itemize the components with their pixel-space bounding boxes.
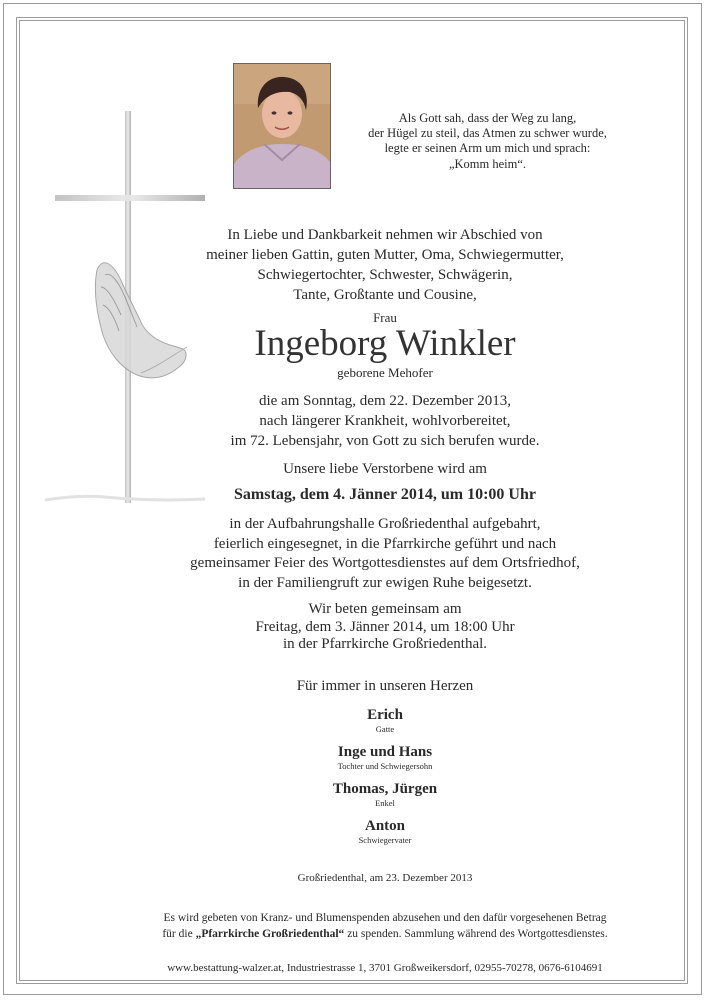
mourner-name: Anton bbox=[364, 818, 405, 834]
intro-line: meiner lieben Gattin, guten Mutter, Oma, Schwiegermutter, bbox=[206, 247, 564, 263]
mourner bbox=[140, 707, 630, 735]
intro-line: In Liebe und Dankbarkeit nehmen wir Abschied von bbox=[227, 227, 543, 243]
mourner-role: Enkel bbox=[375, 798, 395, 808]
notice-line-2 bbox=[100, 927, 670, 943]
place-and-date: Großriedenthal, am 23. Dezember 2013 bbox=[297, 872, 473, 884]
death-line: im 72. Lebensjahr, von Gott zu sich berufen wurde. bbox=[230, 433, 540, 449]
mourner bbox=[140, 818, 630, 846]
mourner bbox=[140, 781, 630, 809]
poem bbox=[330, 111, 645, 172]
mourner-name: Erich bbox=[367, 707, 403, 723]
death-details bbox=[140, 391, 630, 451]
portrait-photo bbox=[233, 63, 331, 189]
prayer-line: in der Pfarrkirche Großriedenthal. bbox=[282, 636, 488, 652]
funeral-date: Samstag, dem 4. Jänner 2014, um 10:00 Uhr bbox=[234, 486, 536, 503]
funeral-line: in der Aufbahrungshalle Großriedenthal aufgebahrt, bbox=[229, 516, 541, 532]
forever-heading: Für immer in unseren Herzen bbox=[296, 678, 474, 694]
mourner-name: Inge und Hans bbox=[337, 744, 433, 760]
prayer-line: Wir beten gemeinsam am bbox=[308, 601, 462, 617]
funeral-details bbox=[140, 515, 630, 593]
intro-text bbox=[140, 225, 630, 305]
undertaker-footer: www.bestattung-walzer.at, Industriestrasse 1, 3701 Großweikersdorf, 02955-70278, 0676-6104691 bbox=[167, 962, 603, 974]
poem-line: legte er seinen Arm um mich und sprach: bbox=[384, 141, 591, 156]
maiden-name: geborene Mehofer bbox=[337, 365, 433, 380]
notice-line-1: Es wird gebeten von Kranz- und Blumenspenden abzusehen und den dafür vorgesehenen Betrag bbox=[163, 912, 607, 924]
funeral-line: gemeinsamer Feier des Wortgottesdienstes auf dem Ortsfriedhof, bbox=[190, 555, 580, 572]
deceased-title: Frau bbox=[373, 310, 397, 325]
notice-suffix: zu spenden. Sammlung während des Wortgottesdienstes. bbox=[344, 927, 608, 940]
notice-prefix: für die bbox=[162, 927, 196, 940]
mourner bbox=[140, 744, 630, 772]
poem-line: Als Gott sah, dass der Weg zu lang, bbox=[398, 111, 577, 125]
poem-line: „Komm heim“. bbox=[448, 156, 527, 171]
mourner-role: Schwiegervater bbox=[358, 835, 412, 845]
death-line: die am Sonntag, dem 22. Dezember 2013, bbox=[258, 393, 512, 409]
intro-line: Tante, Großtante und Cousine, bbox=[293, 287, 477, 303]
intro-line: Schwiegertochter, Schwester, Schwägerin, bbox=[257, 267, 513, 283]
deceased-name: Ingeborg Winkler bbox=[254, 323, 516, 364]
funeral-announcement: Unsere liebe Verstorbene wird am bbox=[283, 461, 487, 477]
prayer-line: Freitag, dem 3. Jänner 2014, um 18:00 Uhr bbox=[255, 618, 515, 635]
mourner-name: Thomas, Jürgen bbox=[332, 781, 438, 797]
funeral-line: feierlich eingesegnet, in die Pfarrkirche geführt und nach bbox=[213, 535, 557, 552]
mourner-role: Gatte bbox=[375, 724, 395, 734]
mourner-role: Tochter und Schwiegersohn bbox=[337, 761, 433, 771]
funeral-line: in der Familiengruft zur ewigen Ruhe beigesetzt. bbox=[238, 574, 532, 591]
notice-recipient: „Pfarrkirche Großriedenthal“ bbox=[195, 927, 345, 940]
death-line: nach längerer Krankheit, wohlvorbereitet, bbox=[259, 413, 511, 429]
donation-notice bbox=[100, 911, 670, 942]
portrait-image bbox=[234, 64, 330, 188]
poem-line: der Hügel zu steil, das Atmen zu schwer wurde, bbox=[368, 126, 607, 141]
prayer-service bbox=[140, 601, 630, 654]
